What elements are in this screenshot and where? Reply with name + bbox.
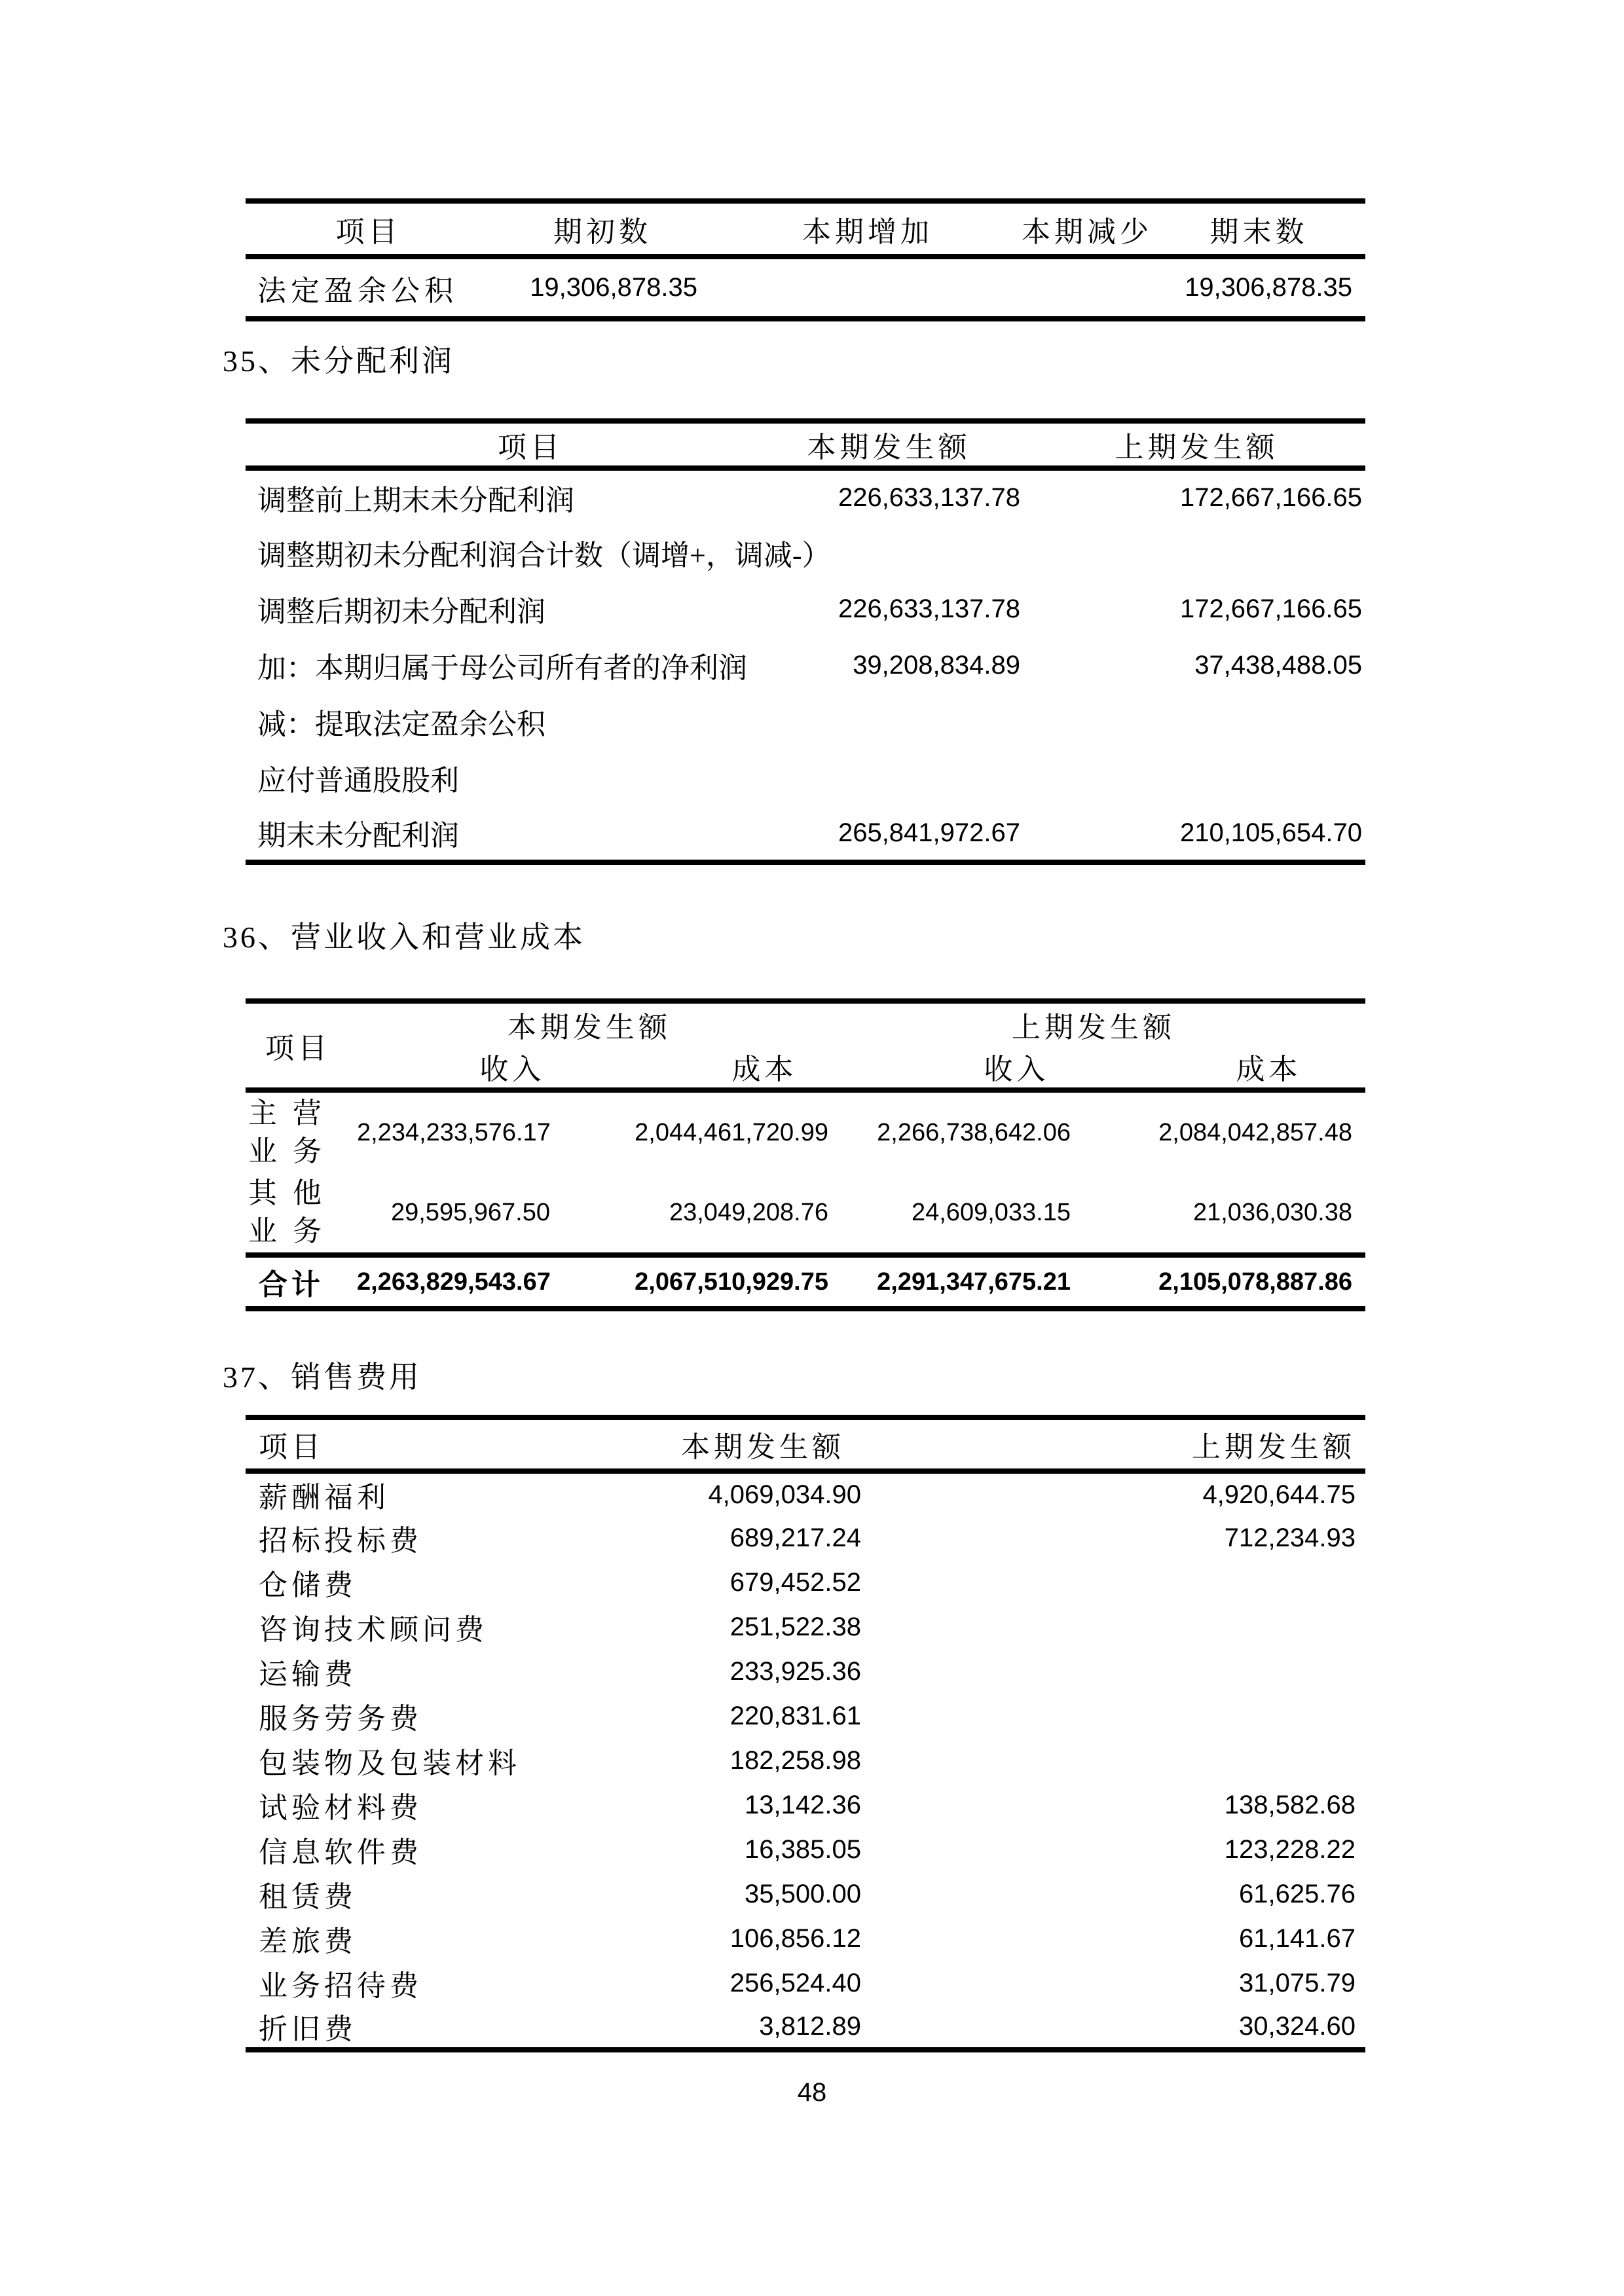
- subheader-income: 收入: [479, 1053, 545, 1085]
- item-label-cell: 信息软件费: [259, 1836, 422, 1868]
- prior-amount-cell: [871, 1738, 1365, 1783]
- col-header-current-period: 本期发生额: [507, 1011, 671, 1044]
- prior-amount-cell: 712,234.93: [1224, 1523, 1356, 1552]
- table-row: [246, 1738, 1365, 1783]
- col-header-prior-period: 上期发生额: [1115, 431, 1279, 464]
- subheader-cost: 成本: [1236, 1053, 1302, 1085]
- col-header-current-period: 本期发生额: [681, 1431, 845, 1463]
- table-row-main-business: [246, 1090, 1365, 1173]
- item-label-cell: 调整前上期末未分配利润: [257, 484, 574, 517]
- col-header-decrease: 本期减少: [1022, 215, 1153, 248]
- table-row: [246, 637, 1365, 693]
- table-row: [246, 581, 1365, 637]
- section-36-heading: 36、营业收入和营业成本: [223, 920, 585, 954]
- table-row: [246, 1471, 1365, 1516]
- prior-amount-cell: [871, 1694, 1365, 1738]
- prior-cost-cell: 21,036,030.38: [1192, 1198, 1352, 1226]
- item-label-cell: 其 他 业 务: [248, 1177, 322, 1247]
- subheader-income: 收入: [984, 1053, 1050, 1085]
- prior-amount-cell: 61,141.67: [1239, 1923, 1356, 1953]
- item-label-cell: 租赁费: [259, 1881, 357, 1913]
- current-amount-cell: 39,208,834.89: [853, 650, 1020, 680]
- opening-amount-cell: 19,306,878.35: [530, 273, 697, 302]
- table-header-row: [246, 201, 1365, 257]
- current-amount-cell: 226,633,137.78: [838, 483, 1020, 512]
- table-subheader-row: [246, 1046, 1365, 1090]
- current-amount-cell: 265,841,972.67: [838, 818, 1020, 847]
- prior-amount-cell: [871, 1649, 1365, 1694]
- item-label-cell: 应付普通股股利: [257, 765, 459, 797]
- table-row: [246, 1916, 1365, 1961]
- selling-expenses-table: [246, 1415, 1365, 2052]
- retained-earnings-table: [246, 418, 1365, 865]
- page-number: 48: [797, 2078, 827, 2107]
- col-header-item: 项目: [259, 1431, 324, 1463]
- col-header-item: 项目: [498, 431, 563, 464]
- revenue-cost-table: [246, 998, 1365, 1311]
- item-label-cell: 服务劳务费: [259, 1703, 422, 1735]
- table-row: [246, 1961, 1365, 2005]
- prior-amount-cell: [1028, 693, 1365, 750]
- table-row: [246, 1516, 1365, 1560]
- current-amount-cell: 16,385.05: [745, 1834, 861, 1864]
- col-header-item: 项目: [265, 1032, 331, 1065]
- col-header-current-period: 本期发生额: [807, 431, 971, 464]
- prior-amount-cell: [1028, 750, 1365, 806]
- table-row: [246, 1605, 1365, 1649]
- current-amount-cell: 182,258.98: [729, 1745, 861, 1775]
- table-header-row: [246, 1001, 1365, 1046]
- closing-amount-cell: 19,306,878.35: [1185, 273, 1352, 302]
- prior-amount-cell: 210,105,654.70: [1179, 818, 1362, 847]
- item-label-cell: 薪酬福利: [259, 1482, 390, 1514]
- current-amount-cell: 220,831.61: [729, 1701, 861, 1730]
- table-row: [246, 2005, 1365, 2050]
- item-label-cell: 减：提取法定盈余公积: [257, 708, 545, 740]
- item-label-cell: 差旅费: [259, 1925, 357, 1958]
- table-row: [246, 257, 1365, 319]
- item-label-cell: 法定盈余公积: [257, 274, 458, 307]
- item-label-cell: 仓储费: [259, 1569, 357, 1601]
- table-row: [246, 524, 1365, 581]
- current-amount-cell: 689,217.24: [729, 1523, 861, 1552]
- item-label-cell: 业务招待费: [259, 1970, 422, 2002]
- prior-amount-cell: 172,667,166.65: [1179, 483, 1362, 512]
- item-label-cell: 调整后期初未分配利润: [257, 596, 545, 628]
- prior-amount-cell: 172,667,166.65: [1179, 594, 1362, 623]
- col-header-prior-period: 上期发生额: [1012, 1011, 1175, 1044]
- prior-amount-cell: 61,625.76: [1239, 1879, 1356, 1908]
- surplus-reserve-table: [246, 198, 1365, 321]
- item-label-cell: 主 营 业 务: [248, 1097, 322, 1167]
- prior-amount-cell: 123,228.22: [1224, 1834, 1356, 1864]
- item-label-cell: 咨询技术顾问费: [259, 1614, 488, 1646]
- item-label-cell: 加：本期归属于母公司所有者的净利润: [257, 652, 747, 684]
- current-amount-cell: 679,452.52: [729, 1567, 861, 1597]
- prior-amount-cell: [871, 1605, 1365, 1649]
- prior-amount-cell: 31,075.79: [1239, 1968, 1356, 1997]
- prior-amount-cell: 4,920,644.75: [1202, 1480, 1356, 1509]
- table-row: [246, 806, 1365, 862]
- prior-cost-cell: 2,084,042,857.48: [1158, 1118, 1352, 1146]
- current-amount-cell: 35,500.00: [745, 1879, 861, 1908]
- current-amount-cell: [750, 750, 1028, 806]
- current-amount-cell: 4,069,034.90: [708, 1480, 861, 1509]
- total-label-cell: 合计: [259, 1269, 324, 1301]
- item-label-cell: 运输费: [259, 1658, 357, 1690]
- item-label-cell: 试验材料费: [259, 1792, 422, 1824]
- current-cost-cell: 2,044,461,720.99: [635, 1118, 828, 1146]
- prior-income-cell: 24,609,033.15: [911, 1198, 1071, 1226]
- section-37-heading: 37、销售费用: [223, 1360, 422, 1394]
- col-header-opening: 期初数: [553, 215, 652, 248]
- prior-cost-total-cell: 2,105,078,887.86: [1158, 1267, 1352, 1296]
- prior-amount-cell: [1028, 524, 1365, 581]
- current-cost-total-cell: 2,067,510,929.75: [635, 1267, 828, 1296]
- prior-income-total-cell: 2,291,347,675.21: [877, 1267, 1071, 1296]
- table-row: [246, 468, 1365, 524]
- prior-amount-cell: 138,582.68: [1224, 1790, 1356, 1819]
- prior-amount-cell: [871, 1560, 1365, 1605]
- prior-amount-cell: 30,324.60: [1239, 2011, 1356, 2041]
- item-label-cell: 包装物及包装材料: [259, 1747, 521, 1779]
- table-header-row: [246, 1417, 1365, 1471]
- current-amount-cell: 233,925.36: [729, 1656, 861, 1686]
- current-amount-cell: 13,142.36: [745, 1790, 861, 1819]
- section-35-heading: 35、未分配利润: [223, 344, 454, 378]
- table-row: [246, 1827, 1365, 1872]
- prior-amount-cell: 37,438,488.05: [1194, 650, 1362, 680]
- current-income-total-cell: 2,263,829,543.67: [357, 1267, 551, 1296]
- current-cost-cell: 23,049,208.76: [669, 1198, 828, 1226]
- table-row-other-business: [246, 1173, 1365, 1255]
- table-row-total: [246, 1255, 1365, 1309]
- current-amount-cell: 251,522.38: [729, 1612, 861, 1641]
- col-header-prior-period: 上期发生额: [1192, 1431, 1356, 1463]
- current-income-cell: 29,595,967.50: [390, 1198, 550, 1226]
- table-header-row: [246, 421, 1365, 468]
- table-row: [246, 1560, 1365, 1605]
- table-row: [246, 1783, 1365, 1827]
- item-label-cell: 招标投标费: [259, 1525, 422, 1557]
- col-header-closing: 期末数: [1209, 215, 1308, 248]
- decrease-amount-cell: [1022, 257, 1153, 319]
- item-label-cell: 折旧费: [259, 2013, 357, 2045]
- current-amount-cell: 106,856.12: [729, 1923, 861, 1953]
- current-amount-cell: [750, 693, 1028, 750]
- table-row: [246, 1649, 1365, 1694]
- current-income-cell: 2,234,233,576.17: [357, 1118, 551, 1146]
- col-header-increase: 本期增加: [802, 215, 933, 248]
- table-row: [246, 693, 1365, 750]
- table-row: [246, 750, 1365, 806]
- table-row: [246, 1694, 1365, 1738]
- increase-amount-cell: [714, 257, 1022, 319]
- col-header-item: 项目: [335, 215, 401, 248]
- item-label-cell: 调整期初未分配利润合计数（调增+，调减-）: [257, 539, 831, 572]
- table-row: [246, 1872, 1365, 1916]
- prior-income-cell: 2,266,738,642.06: [877, 1118, 1071, 1146]
- current-amount-cell: 3,812.89: [759, 2011, 861, 2041]
- current-amount-cell: 256,524.40: [729, 1968, 861, 1997]
- current-amount-cell: 226,633,137.78: [838, 594, 1020, 623]
- item-label-cell: 期末未分配利润: [257, 820, 459, 852]
- subheader-cost: 成本: [731, 1053, 798, 1085]
